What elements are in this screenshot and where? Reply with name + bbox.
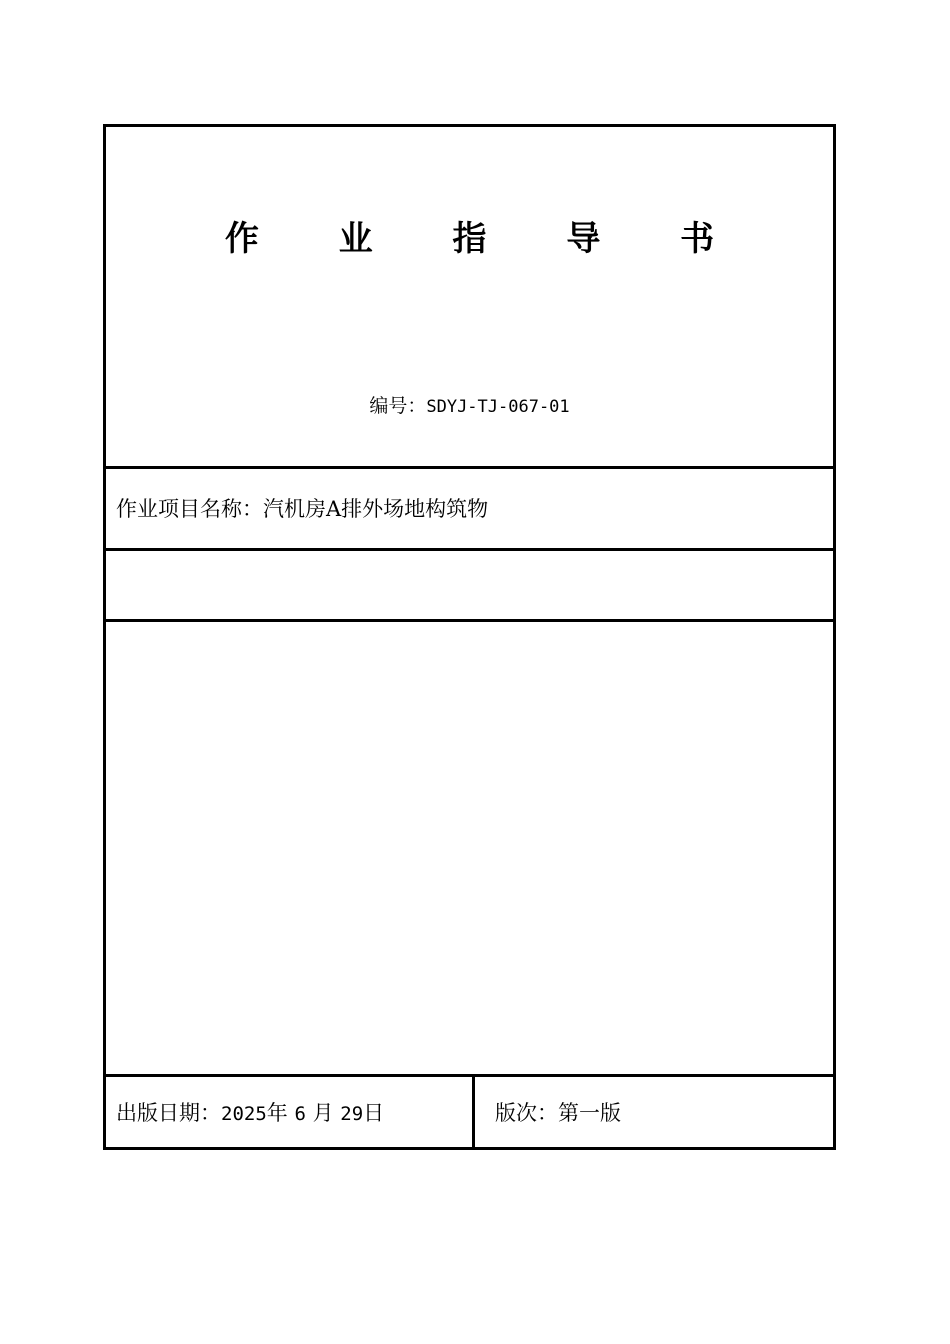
document-frame bbox=[103, 124, 836, 1150]
publish-year: 2025 bbox=[221, 1103, 267, 1125]
publish-date-field bbox=[116, 1099, 384, 1128]
project-name-label: 作业项目名称： bbox=[116, 497, 263, 521]
publish-day-unit: 日 bbox=[363, 1101, 385, 1125]
divider-content bbox=[106, 1074, 833, 1077]
edition-value: 第一版 bbox=[558, 1101, 621, 1125]
footer-column-divider bbox=[472, 1074, 475, 1150]
publish-month-unit: 月 bbox=[312, 1101, 334, 1125]
divider-blank-row bbox=[106, 619, 833, 622]
divider-header bbox=[106, 466, 833, 469]
document-number bbox=[106, 393, 833, 420]
publish-date-label: 出版日期： bbox=[116, 1101, 221, 1125]
project-name-value: 汽机房A排外场地构筑物 bbox=[263, 497, 489, 521]
publish-year-unit: 年 bbox=[266, 1101, 288, 1125]
document-number-label: 编号： bbox=[369, 395, 427, 417]
document-title: 作 业 指 导 书 bbox=[224, 219, 749, 259]
divider-project bbox=[106, 548, 833, 551]
document-number-value: SDYJ-TJ-067-01 bbox=[426, 397, 570, 417]
publish-month: 6 bbox=[294, 1103, 306, 1125]
project-name-field bbox=[116, 495, 488, 523]
edition-field bbox=[495, 1099, 621, 1127]
publish-day: 29 bbox=[340, 1103, 364, 1125]
edition-label: 版次： bbox=[495, 1101, 558, 1125]
